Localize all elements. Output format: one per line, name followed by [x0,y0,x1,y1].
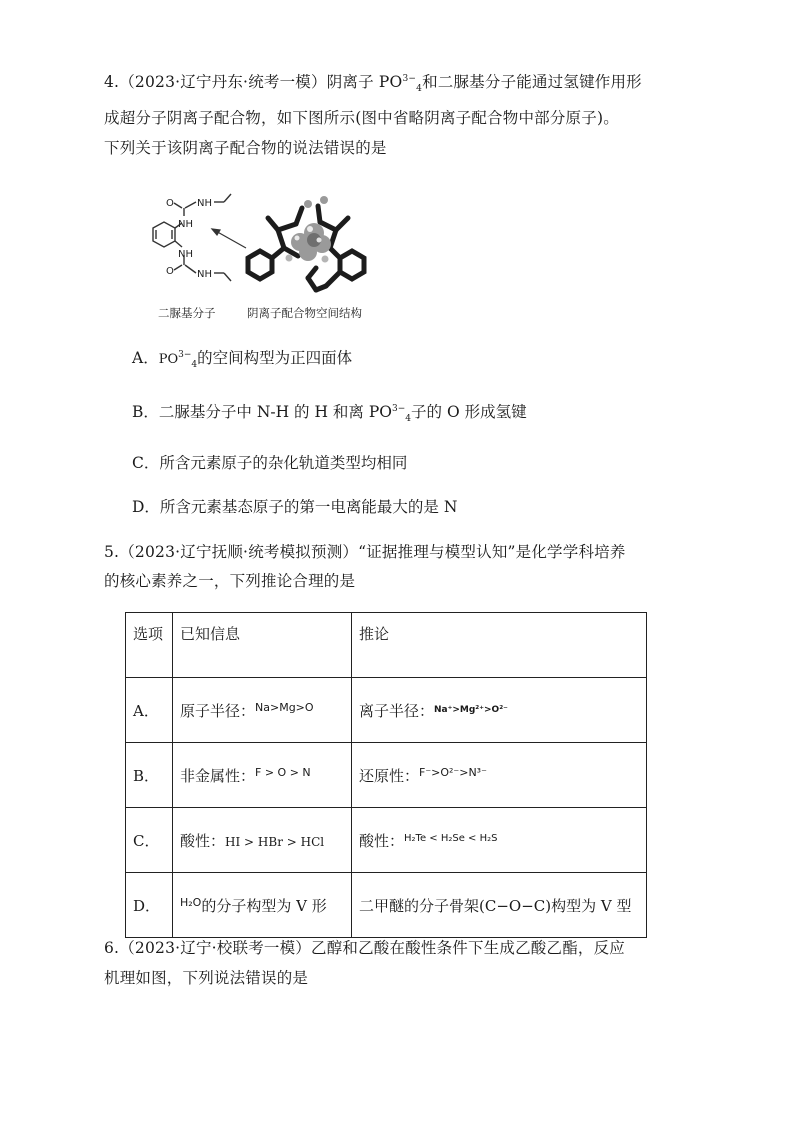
info-label: 非金属性： [180,766,256,785]
anion-complex-figure [138,178,388,326]
fig-label-nh-2: NH [178,219,193,230]
option-b-text: B．二脲基分子中 N-H 的 H 和离 PO [132,403,392,421]
table-row [126,678,647,743]
q5-line-1: 5.（2023·辽宁抚顺·统考模拟预测）“证据推理与模型认知”是化学学科培养 [104,543,626,561]
inference-label: 离子半径： [359,701,435,720]
row-option: D． [126,873,173,938]
header-option: 选项 [126,613,173,678]
option-a-charge: 3− [178,349,192,360]
info-formula: H₂O [180,895,202,909]
info-label: 酸性： [180,831,226,850]
info-label: 原子半径： [180,701,256,720]
inference-table [125,612,647,938]
table-row [126,873,647,938]
option-b [132,402,527,425]
table-row [126,808,647,873]
phosphate-charge: 3− [402,73,417,84]
q4-stem-start: 4.（2023·辽宁丹东·统考一模）阴离子 PO [104,73,403,91]
fig-label-nh-4: NH [197,269,212,280]
q6-line-1: 6.（2023·辽宁·校联考一模）乙醇和乙酸在酸性条件下生成乙酸乙酯，反应 [104,939,625,957]
caption-complex: 阴离子配合物空间结构 [247,306,362,320]
option-a [132,348,352,370]
option-a-ion: PO [158,352,179,367]
option-c: C．所含元素原子的杂化轨道类型均相同 [132,454,408,472]
row-inference [352,873,647,938]
info-label: 的分子构型为 V 形 [201,896,327,915]
q4-line-2: 成超分子阴离子配合物，如下图所示(图中省略阴离子配合物中部分原子)。 [104,109,619,127]
fig-label-nh-1: NH [197,198,212,209]
inference-label: 酸性： [359,831,405,850]
inference-formula: F⁻>O²⁻>N³⁻ [419,765,487,779]
arrow-icon [212,229,246,248]
fig-label-o-bottom: O [166,266,174,277]
row-inference [352,743,647,808]
option-b-charge: 3− [392,403,406,414]
q5-line-2: 的核心素养之一，下列推论合理的是 [104,572,356,590]
q4-stem-rest: 和二脲基分子能通过氢键作用形 [422,73,642,91]
caption-diurea: 二脲基分子 [158,306,216,320]
inference-label: 二甲醚的分子骨架(C−O−C) [359,896,552,915]
row-known-info [173,678,352,743]
row-option: A． [126,678,173,743]
complex-3d-model-icon [248,196,364,290]
q6-line-2: 机理如图，下列说法错误的是 [104,969,309,987]
row-known-info [173,743,352,808]
row-inference [352,808,647,873]
inference-text: 构型为 V 型 [551,896,632,915]
info-formula: F > O > N [255,765,311,779]
option-a-text: 的空间构型为正四面体 [197,349,353,367]
row-known-info [173,873,352,938]
row-inference [352,678,647,743]
q4-line-3: 下列关于该阴离子配合物的说法错误的是 [104,139,387,157]
info-formula: Na>Mg>O [255,700,314,714]
option-a-prefix: A． [132,349,159,367]
inference-label: 还原性： [359,766,420,785]
fig-label-nh-3: NH [178,249,193,260]
table-header-row [126,613,647,678]
diurea-molecule-icon [153,194,231,281]
option-a-subscript: 4 [191,360,198,371]
phosphate-subscript: 4 [416,84,423,95]
header-known-info: 已知信息 [173,613,352,678]
header-inference: 推论 [352,613,647,678]
option-b-subscript: 4 [405,414,412,425]
inference-formula: H₂Te < H₂Se < H₂S [404,832,498,844]
option-b-rest: 子的 O 形成氢键 [411,403,527,421]
info-formula: HI > HBr > HCl [225,834,325,849]
inference-formula: Na⁺>Mg²⁺>O²⁻ [434,704,508,715]
fig-label-o-top: O [166,198,174,209]
row-known-info [173,808,352,873]
option-d: D．所含元素基态原子的第一电离能最大的是 N [132,498,458,516]
row-option: C． [126,808,173,873]
row-option: B． [126,743,173,808]
table-row [126,743,647,808]
q4-line-1 [104,72,642,95]
